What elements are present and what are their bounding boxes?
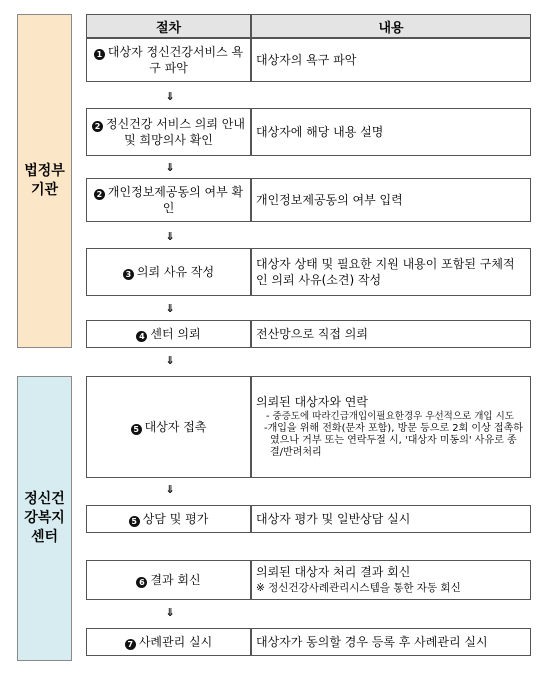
down-arrow-icon: ⇓ (165, 90, 175, 103)
step-content-text: 대상자에 해당 내용 설명 (256, 125, 384, 139)
step-content-title: 의뢰된 대상자 처리 결과 회신 (256, 565, 411, 579)
step-content-text: 대상자 평가 및 일반상담 실시 (256, 512, 411, 526)
step-procedure-text: 사례관리 실시 (138, 635, 213, 649)
step-number-badge: 2 (92, 121, 103, 132)
step-procedure (86, 628, 251, 656)
step-number-badge: 4 (136, 331, 147, 342)
step-number-badge: 6 (136, 577, 147, 588)
step-content-text: 개인정보제공동의 여부 입력 (256, 193, 403, 207)
step-procedure-text: 결과 회신 (150, 573, 201, 587)
step-procedure (86, 505, 251, 533)
step-procedure-text: 정신건강 서비스 의뢰 안내 및 희망의사 확인 (106, 117, 245, 147)
step-number-badge: 2 (94, 189, 105, 200)
step-procedure-text: 상담 및 평가 (142, 512, 209, 526)
down-arrow-icon: ⇓ (165, 161, 175, 174)
step-procedure-text: 센터 의뢰 (150, 327, 201, 341)
step-procedure-text: 대상자 접촉 (144, 420, 207, 434)
category-label-legal-agency (17, 14, 72, 348)
step-content-text: 대상자 상태 및 필요한 지원 내용이 포함된 구체적인 의뢰 사유(소견) 작성 (256, 257, 515, 287)
step-number-badge: 3 (123, 269, 134, 280)
step-procedure (86, 38, 251, 82)
step-number-badge: 1 (94, 49, 105, 60)
down-arrow-icon: ⇓ (165, 302, 175, 315)
step-content (251, 108, 531, 156)
step-procedure (86, 376, 251, 478)
step-content-title: 의뢰된 대상자와 연락 (256, 395, 368, 409)
step-procedure (86, 320, 251, 348)
category-label-text: 정신건 강복지 센터 (24, 491, 65, 545)
header-procedure: 절차 (86, 14, 251, 38)
step-content (251, 505, 531, 533)
step-content-text: 전산망으로 직접 의뢰 (256, 327, 368, 341)
step-procedure-text: 의뢰 사유 작성 (136, 265, 215, 279)
step-procedure (86, 560, 251, 600)
down-arrow-icon: ⇓ (165, 354, 175, 367)
step-content (251, 560, 531, 600)
down-arrow-icon: ⇓ (165, 483, 175, 496)
step-procedure (86, 248, 251, 296)
step-content (251, 38, 531, 82)
step-procedure-text: 대상자 정신건강서비스 욕구 파악 (107, 45, 244, 75)
step-content-note: ※ 정신건강사례관리시스템을 통한 자동 회신 (256, 582, 461, 594)
down-arrow-icon: ⇓ (165, 230, 175, 243)
down-arrow-icon: ⇓ (165, 606, 175, 619)
step-content-bullet: -개입을 위해 전화(문자 포함), 방문 등으로 2회 이상 접촉하였으나 거부 또는 연락두절 시, '대상자 미동의' 사유로 종결/반려처리 (264, 423, 523, 458)
step-number-badge: 7 (125, 639, 136, 650)
step-procedure (86, 108, 251, 156)
step-number-badge: 5 (131, 424, 142, 435)
category-label-mental-health-center (17, 376, 72, 661)
step-content (251, 178, 531, 222)
step-content-text: 대상자의 욕구 파악 (256, 53, 357, 67)
step-content (251, 628, 531, 656)
category-label-text: 법정부 기관 (24, 163, 65, 198)
header-content: 내용 (251, 14, 531, 38)
step-procedure-text: 개인정보제공동의 여부 확인 (107, 185, 244, 215)
step-content (251, 376, 531, 478)
step-content (251, 320, 531, 348)
step-procedure (86, 178, 251, 222)
step-number-badge: 5 (129, 516, 140, 527)
step-content-bullet: - 중증도에 따라긴급개입이필요한경우 우선적으로 개입 시도 (266, 411, 514, 422)
step-content (251, 248, 531, 296)
step-content-text: 대상자가 동의할 경우 등록 후 사례관리 실시 (256, 635, 488, 649)
